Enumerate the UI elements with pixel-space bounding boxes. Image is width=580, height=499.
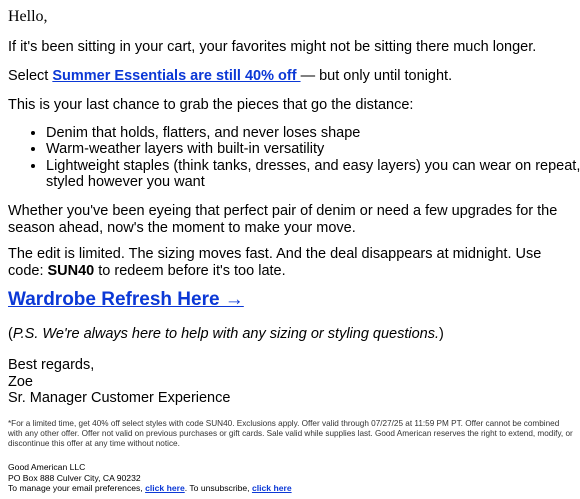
edit-text: The edit is limited. The sizing moves fast. And the deal disappears at midnight. Use code: xyxy=(8,246,542,279)
footer-address: PO Box 888 Culver City, CA 90232 xyxy=(8,472,141,483)
list-item: • Lightweight staples (think tanks, dresses, and easy layers) you can wear on repeat, styled however you want xyxy=(46,158,580,191)
select-prefix: Select xyxy=(8,68,53,84)
footer-company: Good American LLC xyxy=(8,462,86,472)
edit-paragraph xyxy=(8,246,574,280)
select-suffix: — but only until tonight. xyxy=(300,68,453,84)
select-paragraph xyxy=(8,68,574,85)
signature-closing: Best regards, xyxy=(8,357,95,373)
ps-paragraph xyxy=(8,326,574,343)
unsubscribe-link[interactable]: click here xyxy=(251,483,292,493)
list-item: • Warm-weather layers with built-in versatility xyxy=(46,141,580,157)
footer-unsub-text: . To unsubscribe, xyxy=(184,483,252,493)
list-item: • Denim that holds, flatters, and never loses shape xyxy=(46,125,580,141)
greeting: Hello, xyxy=(8,8,48,25)
intro-paragraph: If it's been sitting in your cart, your favorites might not be sitting there much longer. xyxy=(8,39,537,55)
ps-text: P.S. We're always here to help with any sizing or styling questions. xyxy=(12,326,440,342)
signature-name: Zoe xyxy=(8,373,33,390)
manage-preferences-link[interactable]: click here xyxy=(145,483,185,493)
summer-essentials-link[interactable]: Summer Essentials are still 40% off xyxy=(52,68,301,84)
footer-manage-text: To manage your email preferences, xyxy=(8,483,146,493)
footer xyxy=(8,462,574,494)
last-chance-paragraph: This is your last chance to grab the pieces that go the distance: xyxy=(8,97,414,113)
disclaimer: *For a limited time, get 40% off select styles with code SUN40. Exclusions apply. Offer valid through 07/27/25 at 11:59 PM PT. Offer cannot be combined with any other offer. Offer not valid on previous purchases or gift cards. Sale valid while supplies last. Good American reserves the right to extend, modify, or discontinue this offer at any time without notice. xyxy=(8,419,573,448)
edit-suffix: to redeem before it's too late. xyxy=(94,263,286,279)
ps-close-paren: ) xyxy=(439,326,444,342)
signature xyxy=(8,357,574,407)
signature-title: Sr. Manager Customer Experience xyxy=(8,390,231,406)
footer-links xyxy=(8,483,574,494)
wardrobe-refresh-link[interactable]: Wardrobe Refresh Here → xyxy=(8,289,244,310)
ps-open-paren: ( xyxy=(8,326,13,342)
cta-container xyxy=(8,289,574,311)
promo-code: SUN40 xyxy=(47,263,95,279)
features-list xyxy=(8,125,580,190)
whether-paragraph: Whether you've been eyeing that perfect pair of denim or need a few upgrades for the season ahead, now's the moment to make your move. xyxy=(8,203,558,236)
